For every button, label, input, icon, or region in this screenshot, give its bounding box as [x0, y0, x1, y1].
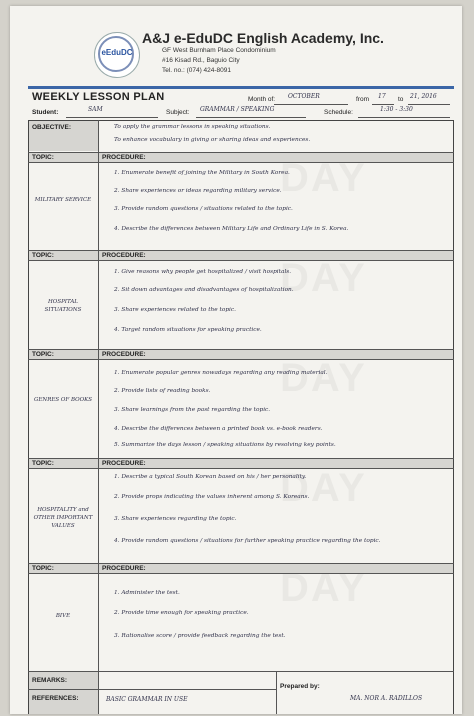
topic-name: HOSPITAL SITUATIONS: [44, 299, 82, 313]
procedure-item: 1. Enumerate benefit of joining the Military in South Korea.: [114, 170, 290, 176]
procedure-item: 2. Provide props indicating the values inherent among S. Koreans.: [114, 494, 310, 500]
procedure-item: 1. Administer the test.: [114, 590, 180, 596]
section-header-band: [29, 459, 453, 468]
topic-label: TOPIC:: [32, 351, 54, 358]
column-divider: [98, 459, 99, 563]
procedure-item: 4. Describe the differences between a printed book vs. e-book readers.: [114, 426, 323, 432]
organization-name: A&J e-EduDC English Academy, Inc.: [142, 30, 384, 46]
section-header-band: [29, 564, 453, 573]
to-underline: [408, 104, 450, 105]
column-divider: [98, 153, 99, 250]
procedure-label: PROCEDURE:: [102, 565, 146, 572]
procedure-item: 3. Share experiences regarding the topic.: [114, 516, 237, 522]
lesson-plan-sheet: [10, 6, 462, 714]
procedure-item: 3. Share experiences related to the topic.: [114, 307, 237, 313]
subject-underline: [196, 117, 306, 118]
column-divider: [98, 671, 99, 714]
student-underline: [66, 117, 158, 118]
month-underline: [274, 104, 348, 105]
row-divider: [28, 162, 454, 163]
references-label: REFERENCES:: [32, 695, 79, 702]
row-divider: [28, 260, 454, 261]
header-divider: [28, 86, 454, 89]
column-divider: [98, 350, 99, 458]
section-header-band: [29, 251, 453, 260]
procedure-item: 4. Describe the differences between Military Life and Ordinary Life in S. Korea.: [114, 226, 349, 232]
objective-label: OBJECTIVE:: [32, 124, 72, 131]
procedure-item: 3. Share learnings from the past regarding the topic.: [114, 407, 271, 413]
topic-name: MILITARY SERVICE: [34, 197, 92, 203]
procedure-item: 1. Describe a typical South Korean based on his / her personality.: [114, 474, 307, 480]
procedure-item: 2. Provide time enough for speaking practice.: [114, 610, 249, 616]
procedure-item: 5. Summarize the days lesson / speaking situations by resolving key points.: [114, 442, 336, 448]
section-header-band: [29, 153, 453, 162]
subject-value: GRAMMAR / SPEAKING: [200, 106, 275, 113]
address-line-3: Tel. no.: (074) 424-8091: [162, 67, 232, 74]
prepared-by-label: Prepared by:: [280, 683, 320, 690]
column-divider: [98, 251, 99, 349]
to-value: 21, 2016: [410, 93, 437, 100]
topic-label: TOPIC:: [32, 460, 54, 467]
topic-name: GENRES OF BOOKS: [33, 397, 92, 403]
subject-label: Subject:: [166, 109, 190, 116]
procedure-item: 3. Rationalise score / provide feedback regarding the test.: [114, 633, 286, 639]
column-divider: [276, 671, 277, 714]
to-label: to: [398, 96, 404, 103]
from-value: 17: [378, 93, 386, 100]
schedule-label: Schedule:: [324, 109, 353, 116]
procedure-label: PROCEDURE:: [102, 252, 146, 259]
address-line-1: GF West Burnham Place Condominium: [162, 47, 276, 54]
procedure-item: 2. Provide lists of reading books.: [114, 388, 211, 394]
address-line-2: #16 Kisad Rd., Baguio City: [162, 57, 240, 64]
column-divider: [98, 564, 99, 671]
procedure-item: 2. Sit down advantages and disadvantages of hospitalization.: [114, 287, 294, 293]
row-divider: [28, 359, 454, 360]
objective-line-2: To enhance vocabulary in giving or sharing ideas and experiences.: [114, 137, 311, 143]
objective-line-1: To apply the grammar lessons in speaking situations.: [114, 124, 271, 130]
topic-name: BIVE: [55, 613, 71, 619]
row-divider: [28, 573, 454, 574]
topic-label: TOPIC:: [32, 565, 54, 572]
row-divider: [28, 689, 276, 690]
topic-label: TOPIC:: [32, 252, 54, 259]
form-title: WEEKLY LESSON PLAN: [32, 91, 165, 103]
procedure-item: 3. Provide random questions / situations related to the topic.: [114, 206, 293, 212]
procedure-label: PROCEDURE:: [102, 351, 146, 358]
topic-name: HOSPITALITY and OTHER IMPORTANT VALUES: [33, 507, 93, 529]
academy-logo: [94, 32, 140, 78]
procedure-label: PROCEDURE:: [102, 154, 146, 161]
schedule-underline: [358, 117, 450, 118]
from-label: from: [356, 96, 369, 103]
student-value: SAM: [88, 106, 103, 113]
procedure-item: 1. Enumerate popular genres nowadays regarding any reading material.: [114, 370, 328, 376]
procedure-item: 1. Give reasons why people get hospitalized / visit hospitals.: [114, 269, 292, 275]
procedure-label: PROCEDURE:: [102, 460, 146, 467]
month-value: OCTOBER: [288, 93, 320, 100]
section-header-band: [29, 350, 453, 359]
row-divider: [28, 468, 454, 469]
remarks-label: REMARKS:: [32, 677, 68, 684]
month-label: Month of:: [248, 96, 276, 103]
topic-label: TOPIC:: [32, 154, 54, 161]
procedure-item: 4. Provide random questions / situations for further speaking practice regarding the topic.: [114, 538, 381, 544]
procedure-item: 4. Target random situations for speaking practice.: [114, 327, 262, 333]
prepared-by-value: MA. NOR A. RADILLOS: [350, 695, 423, 702]
schedule-value: 1:30 - 3:30: [380, 106, 413, 113]
logo-text: eEduDC: [101, 48, 133, 57]
student-label: Student:: [32, 109, 59, 116]
column-divider: [98, 120, 99, 152]
references-value: BASIC GRAMMAR IN USE: [106, 696, 188, 703]
procedure-item: 2. Share experiences or ideas regarding military service.: [114, 188, 282, 194]
from-underline: [372, 104, 394, 105]
